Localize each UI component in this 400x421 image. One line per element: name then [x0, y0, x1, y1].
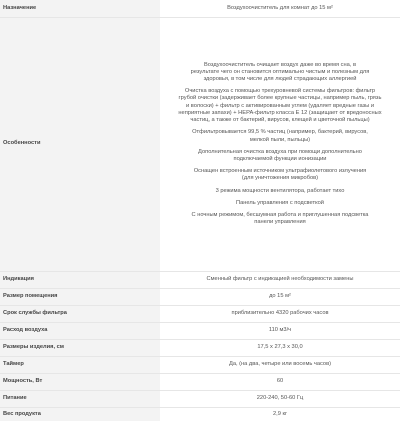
feature-paragraph: 3 режима мощности вентилятора, работает тихо	[215, 187, 345, 194]
spec-value: 17,5 х 27,3 х 30,0	[160, 339, 400, 356]
spec-row-filter-life	[0, 305, 400, 322]
spec-row-indication	[0, 271, 400, 288]
spec-row-dimensions	[0, 339, 400, 356]
spec-label: Мощность, Вт	[0, 373, 160, 390]
feature-paragraph: Дополнительная очистка воздуха при помощи дополнительно подключаемой функции ионизации	[198, 148, 362, 162]
spec-value: 220-240, 50-60 Гц	[160, 390, 400, 407]
features-list	[160, 17, 400, 271]
feature-paragraph: Воздухоочиститель очищает воздух даже во время сна, в результате чего он становится оптимально чистым и полезным для здоровья, в том числе для людей страдающих аллергией	[190, 61, 370, 83]
spec-row-timer	[0, 356, 400, 373]
spec-row-room-size	[0, 288, 400, 305]
spec-label: Таймер	[0, 356, 160, 373]
spec-value: Воздухоочиститель для комнат до 15 м²	[160, 0, 400, 17]
spec-value: приблизительно 4320 рабочих часов	[160, 305, 400, 322]
spec-label: Назначение	[0, 0, 160, 17]
spec-row-supply	[0, 390, 400, 407]
spec-value: Да, (на два, четыре или восемь часов)	[160, 356, 400, 373]
spec-row-purpose	[0, 0, 400, 17]
feature-paragraph: Панель управления с подсветкой	[236, 199, 324, 206]
feature-paragraph: Очистка воздуха с помощью трехуровневой системы фильтров: фильтр грубой очистки (задерживает более крупные частицы, например пыль, грязь и волоски) + фильтр с активированным углем (удаляет вредные газы и неприятные запахи) + HEPA-фильтр класса Е 12 (защищает от вредоносных частиц, а также от бактерий, вирусов, клещей и цветочной пыльцы)	[178, 88, 382, 124]
spec-value: 2,9 кг	[160, 407, 400, 421]
feature-paragraph: С ночным режимом, бесшумная работа и приглушенная подсветка панели управления	[191, 211, 369, 226]
spec-row-airflow	[0, 322, 400, 339]
spec-row-weight	[0, 407, 400, 421]
spec-label: Вес продукта	[0, 407, 160, 421]
feature-paragraph: Отфильтровывается 99,5 % частиц (например, бактерий, вирусов, мелкой пыли, пыльцы)	[192, 129, 368, 143]
spec-label: Расход воздуха	[0, 322, 160, 339]
spec-value: до 15 м²	[160, 288, 400, 305]
spec-label: Индикация	[0, 271, 160, 288]
spec-row-features	[0, 17, 400, 271]
spec-label: Особенности	[0, 17, 160, 271]
feature-paragraph: Оснащен встроенным источником ультрафиолетового излучения (для уничтожения микробов)	[193, 168, 367, 182]
spec-label: Размер помещения	[0, 288, 160, 305]
spec-row-power	[0, 373, 400, 390]
spec-label: Срок службы фильтра	[0, 305, 160, 322]
spec-value: 60	[160, 373, 400, 390]
spec-value: Сменный фильтр с индикацией необходимости замены	[160, 271, 400, 288]
spec-label: Питание	[0, 390, 160, 407]
spec-label: Размеры изделия, см	[0, 339, 160, 356]
spec-value: 110 м3/ч	[160, 322, 400, 339]
